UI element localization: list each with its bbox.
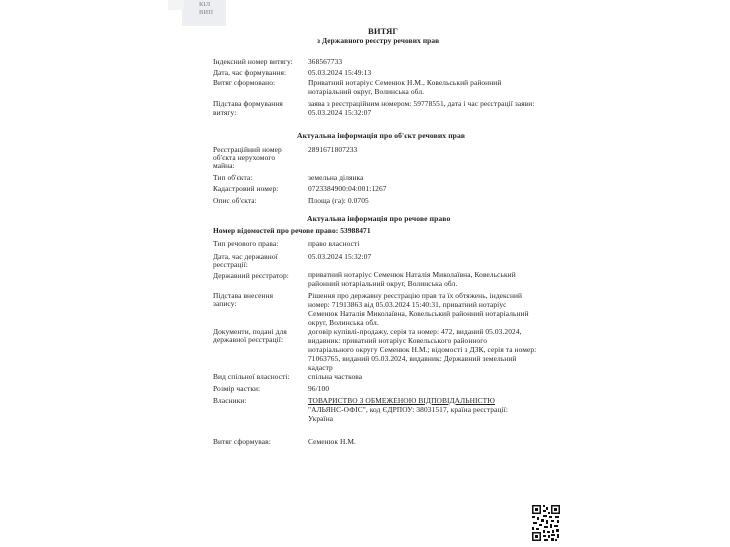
object-label: Реєстраційний номер (213, 145, 282, 154)
right-value: договір купівлі-продажу, серія та номер: 472, виданий 05.03.2024, (308, 327, 522, 336)
document-title: ВИТЯГ (368, 26, 398, 36)
header-value: нотаріальний округ, Волинська обл. (308, 87, 425, 96)
owner-value: "АЛЬЯНС-ОФІС", код ЄДРПОУ: 38031517, країна реєстрації: (308, 405, 508, 414)
right-value: номер: 71913863 від 05.03.2024 15:40:31, приватний нотаріус (308, 300, 507, 309)
header-label: витягу: (213, 108, 237, 117)
right-label: Документи, подані для (213, 327, 287, 336)
header-label: Витяг сформовано: (213, 78, 276, 87)
right-value: округ, Волинська обл. (308, 318, 379, 327)
right-label: Власники: (213, 396, 247, 405)
right-label: реєстрації: (213, 260, 248, 269)
right-value: спільна часткова (308, 372, 363, 381)
header-value: 05.03.2024 15:49:13 (308, 68, 372, 77)
right-label: Дата, час державної (213, 252, 278, 261)
right-value: Семенюк Наталія Миколаївна, Ковельський районний нотаріальний (308, 309, 529, 318)
object-section-title: Актуальна інформація про об'єкт речових прав (297, 131, 466, 140)
right-value: кадастр (308, 363, 333, 372)
header-value: 05.03.2024 15:32:07 (308, 108, 372, 117)
right-label: запису: (213, 299, 237, 308)
right-value: видавник: приватний нотаріус Ковельського районного (308, 336, 487, 345)
header-label: Дата, час формування: (213, 68, 287, 77)
right-value: нотаріального округу Семенюк Н.М.; відомості з ДЗК, серія та номер: (308, 345, 537, 354)
object-label: Опис об'єкта: (213, 196, 257, 205)
footer-label: Витяг сформував: (213, 437, 271, 446)
footer-value: Семенюк Н.М. (308, 437, 356, 446)
stamp-line-2: ВИП (199, 9, 214, 16)
right-value: районний нотаріальний округ, Волинська обл. (308, 279, 458, 288)
object-label: майна: (213, 161, 235, 170)
right-value: Рішення про державну реєстрацію прав та їх обтяжень, індексний (308, 291, 523, 300)
right-value: право власності (308, 239, 360, 248)
right-label: Тип речового права: (213, 239, 279, 248)
right-value: 96/100 (308, 384, 330, 393)
right-value: 71063765, виданий 05.03.2024, видавник: Державний земельний (308, 354, 517, 363)
object-label: об'єкта нерухомого (213, 153, 276, 162)
right-value: 05.03.2024 15:32:07 (308, 252, 372, 261)
folded-paper-edge (168, 0, 184, 10)
header-label: Підстава формування (213, 99, 283, 108)
object-value: 0723384900:04:001:1267 (308, 184, 387, 193)
document-subtitle: з Державного реєстру речових прав (317, 36, 440, 45)
right-label: Вид спільної власності: (213, 372, 290, 381)
right-value: приватний нотаріус Семенюк Наталія Миколаївна, Ковельський (308, 270, 516, 279)
object-value: 2891671807233 (308, 145, 358, 154)
owner-value: Україна (308, 414, 334, 423)
right-label: Розмір частки: (213, 384, 261, 393)
right-record-number: Номер відомостей про речове право: 53988471 (213, 226, 371, 235)
right-section-title: Актуальна інформація про речове право (307, 214, 451, 223)
object-label: Кадастровий номер: (213, 184, 279, 193)
owner-value: ТОВАРИСТВО З ОБМЕЖЕНОЮ ВІДПОВІДАЛЬНІСТЮ (308, 396, 495, 405)
stamp-line-1: КІЛ (199, 1, 211, 8)
header-value: 368567733 (308, 57, 343, 66)
right-label: державної реєстрації: (213, 335, 284, 344)
right-label: Підстава внесення (213, 291, 274, 300)
header-label: Індексний номер витягу: (213, 57, 293, 66)
right-label: Державний реєстратор: (213, 271, 289, 280)
qr-code-icon (531, 504, 561, 542)
object-value: Площа (га): 0.0705 (308, 196, 369, 205)
object-value: земельна ділянка (308, 173, 364, 182)
header-value: заява з реєстраційним номером: 59778551, дата і час реєстрації заяви: (308, 99, 535, 108)
object-label: Тип об'єкта: (213, 173, 253, 182)
header-value: Приватний нотаріус Семенюк Н.М., Ковельський районний (308, 78, 502, 87)
